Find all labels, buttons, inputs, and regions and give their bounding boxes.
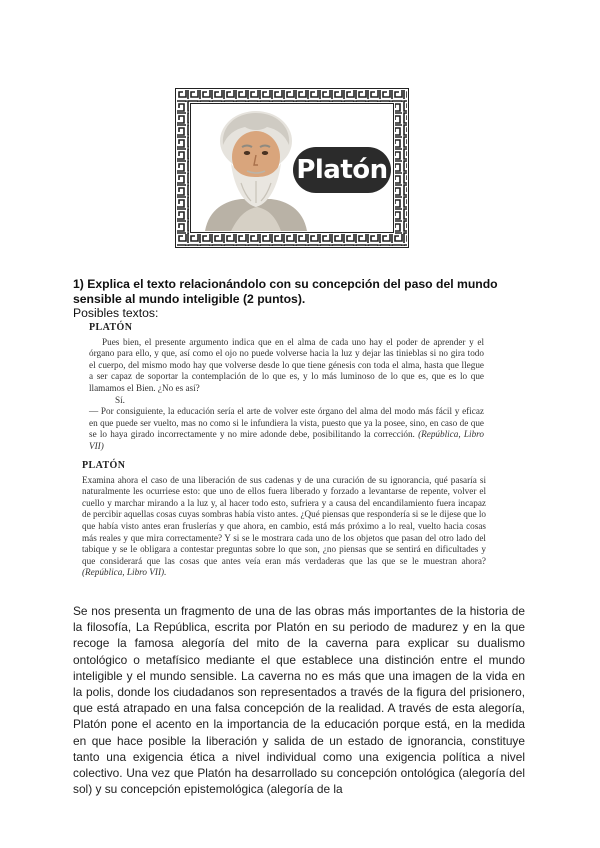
- hero-inner: [193, 105, 391, 231]
- question-heading: 1) Explica el texto relacionándolo con su concepción del paso del mundo sensible al mundo inteligible (2 puntos).: [73, 277, 498, 306]
- excerpt-1-citation: (República, Libro VII): [89, 429, 484, 451]
- excerpt-1-paragraph-2: — Por consiguiente, la educación sería el arte de volver este órgano del alma del modo más fácil y eficaz en que puede ser vuelto, mas no como si le infundiera la vista, puesto que ya la posee, sino, en caso de que se lo haya girado incorrectamente y no mire adonde debe, posibilitando la corrección.: [89, 406, 484, 440]
- excerpt-1-reply: Sí.: [115, 394, 125, 405]
- excerpt-2-paragraph: Examina ahora el caso de una liberación de sus cadenas y de una curación de su ignorancia, qué pasaría si naturalmente les ocurriese esto: que uno de ellos fuera liberado y forzado a levantarse de repente, volver el cuello y marchar mirando a la luz y, al hacer todo esto, sufriera y a causa del encandilamiento fuera incapaz de percibir aquellas cosas cuyas sombras había visto antes. ¿Qué piensas que respondería si se le dijese que lo que había visto antes eran fruslerías y que ahora, en cambio, está más próximo a lo real, vuelto hacia cosas más reales y que mira correctamente? Y si se le mostrara cada uno de los objetos que pasan del otro lado del tabique y se le obligara a contestar preguntas sobre lo que son, ¿no piensas que se sentirá en dificultades y que considerará que las cosas que antes veía eran más verdaderas que las que se le muestran ahora?: [82, 474, 486, 566]
- excerpt-2-citation: (República, Libro VII).: [82, 567, 167, 578]
- excerpt-1-paragraph-1: Pues bien, el presente argumento indica que en el alma de cada uno hay el poder de aprender y el órgano para ello, y que, así como el ojo no puede volverse hacia la luz y dejar las tinieblas si no gira todo el cuerpo, del mismo modo hay que volverse desde lo que tiene génesis con toda el alma, hasta que llegue a ser capaz de soportar la contemplación de lo que es, y lo más luminoso de lo que es, que es lo que llamamos el Bien. ¿No es así?: [89, 336, 484, 393]
- plato-name-badge: Platón: [293, 147, 391, 193]
- possible-texts-label: Posibles textos:: [73, 306, 159, 320]
- excerpt-2-title: PLATÓN: [82, 460, 126, 471]
- excerpt-1-paragraph-2-container: [89, 406, 484, 452]
- excerpt-2: [82, 460, 486, 579]
- excerpt-2-paragraph-container: [82, 475, 486, 579]
- excerpt-1-title: PLATÓN: [89, 322, 133, 333]
- excerpt-1: [89, 322, 484, 453]
- plato-header-image: [175, 88, 409, 248]
- answer-body-text: Se nos presenta un fragmento de una de las obras más importantes de la historia de la filosofía, La República, escrita por Platón en su periodo de madurez y en la que recoge la famosa alegoría del mito de la caverna para explicar su dualismo ontológico o metafísico mediante el que establece una distinción entre el mundo inteligible y el mundo sensible. La caverna no es más que una imagen de la vida en la polis, donde los ciudadanos son representados a través de la figura del prisionero, que está atrapado en una falsa concepción de la realidad. A través de esta alegoría, Platón pone el acento en la importancia de la educación porque está, en la medida en que hace posible la liberación y salida de un estado de ignorancia, constituye tanto una exigencia ética a nivel individual como una exigencia política a nivel colectivo. Una vez que Platón ha desarrollado su concepción ontológica (alegoría del sol) y su concepción epistemológica (alegoría de la: [73, 604, 525, 797]
